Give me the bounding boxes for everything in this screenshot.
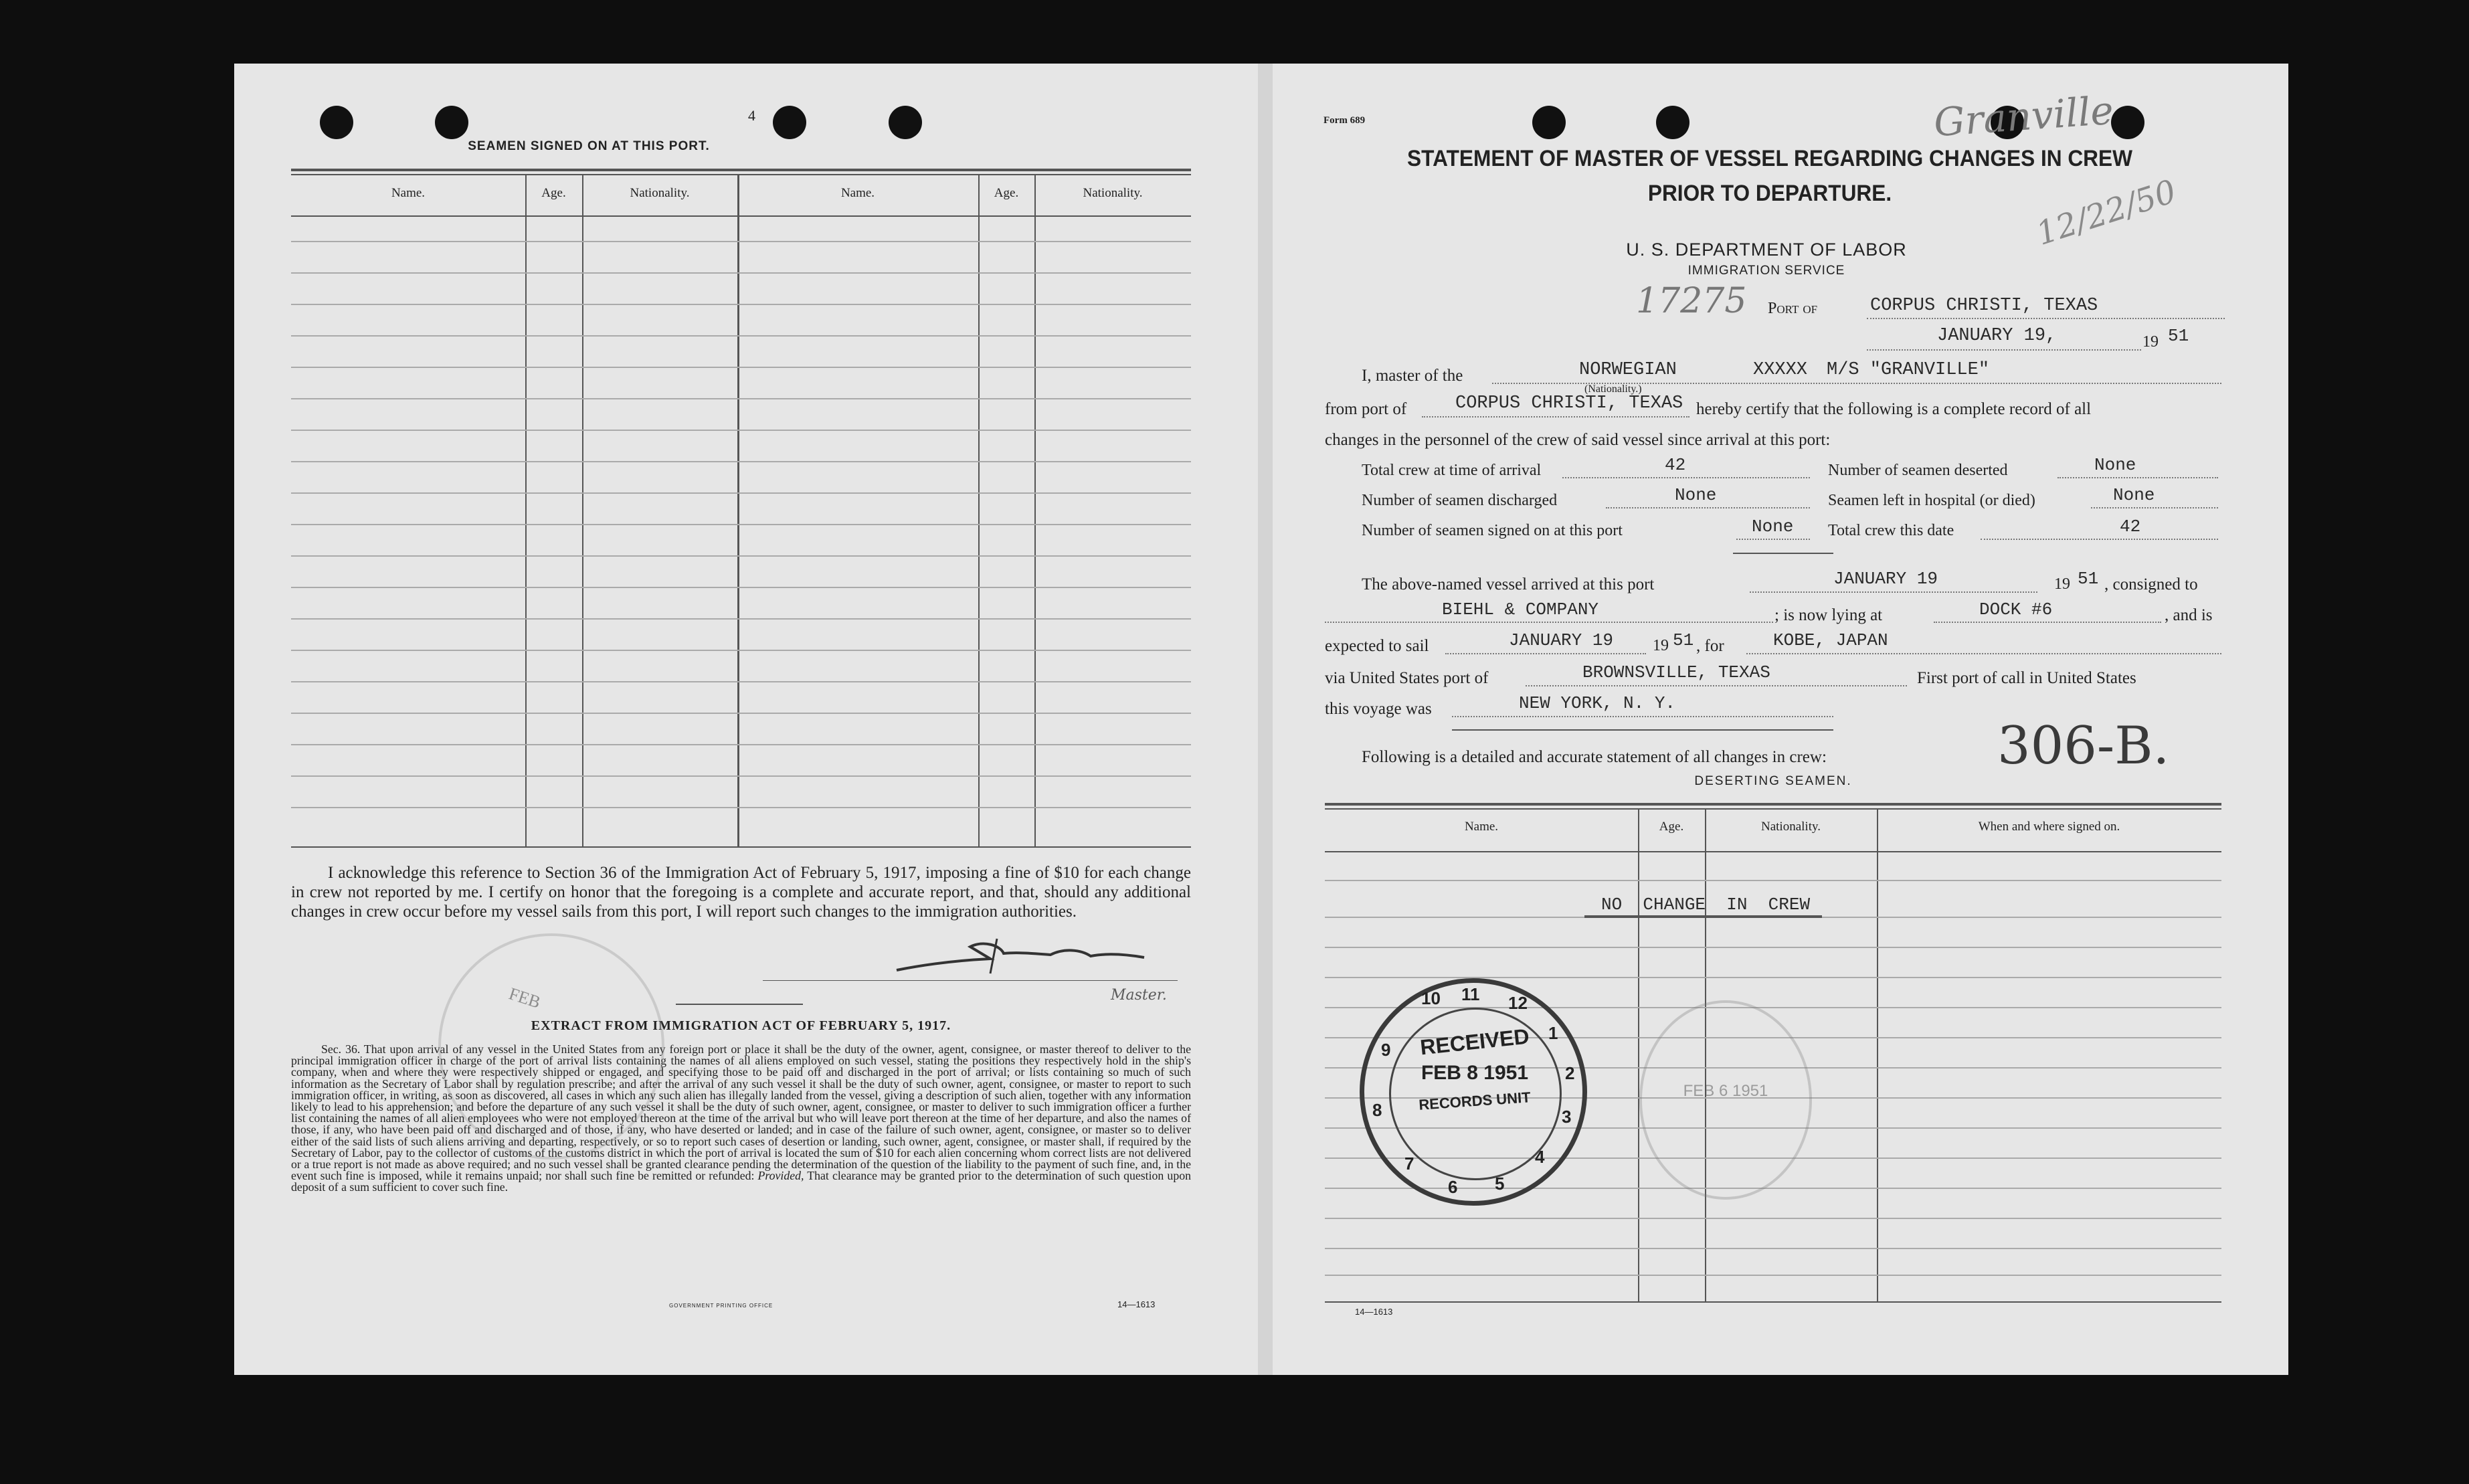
expected-label: expected to sail bbox=[1325, 637, 1429, 655]
extract-rule bbox=[676, 1004, 803, 1005]
left-table-top2 bbox=[291, 174, 1191, 175]
consignee: BIEHL & COMPANY bbox=[1442, 599, 1599, 620]
right-col-divider bbox=[1638, 808, 1639, 1301]
nationality-value: NORWEGIAN bbox=[1579, 360, 1677, 380]
left-col-divider bbox=[582, 174, 583, 846]
following-text: Following is a detailed and accurate statement of all changes in crew: bbox=[1362, 748, 1827, 766]
from-port-line bbox=[1422, 416, 1689, 418]
consigned-to-label: , consigned to bbox=[2104, 575, 2198, 593]
voyage-rule bbox=[1452, 729, 1833, 731]
printer-mark: GOVERNMENT PRINTING OFFICE bbox=[669, 1303, 773, 1309]
handwritten-code: 306-B. bbox=[1997, 716, 2170, 776]
right-table-top bbox=[1325, 803, 2221, 806]
stat-line bbox=[1606, 507, 1810, 508]
dock: DOCK #6 bbox=[1979, 599, 2053, 620]
section-text bbox=[291, 1044, 1191, 1194]
port-value: CORPUS CHRISTI, TEXAS bbox=[1870, 296, 2098, 316]
stat-line bbox=[1981, 539, 2218, 540]
left-table-bottom bbox=[291, 846, 1191, 848]
port-label: Port of bbox=[1768, 300, 1818, 317]
stamp-dial-number: 10 bbox=[1421, 988, 1441, 1008]
and-is-label: , and is bbox=[2165, 606, 2213, 624]
arrived-label: The above-named vessel arrived at this port bbox=[1362, 575, 1655, 593]
right-table-bottom bbox=[1325, 1301, 2221, 1303]
master-signature bbox=[890, 933, 1158, 984]
consignee-line bbox=[1325, 622, 1773, 623]
sail-line bbox=[1445, 653, 1646, 654]
punch-hole bbox=[889, 106, 922, 139]
from-port-value: CORPUS CHRISTI, TEXAS bbox=[1455, 393, 1683, 413]
stat-total-date-label: Total crew this date bbox=[1828, 522, 1954, 539]
stat-line bbox=[2091, 507, 2218, 508]
stamp-dial-number: 5 bbox=[1495, 1174, 1505, 1194]
from-port-label: from port of bbox=[1325, 400, 1407, 418]
stat-discharged-value: None bbox=[1675, 485, 1717, 505]
master-label: Master. bbox=[1111, 987, 1167, 1004]
stamp-unit-text: RECORDS UNIT bbox=[1418, 1089, 1532, 1113]
document-spine bbox=[1258, 64, 1273, 1375]
stat-hospital-value: None bbox=[2113, 485, 2155, 505]
punch-hole bbox=[320, 106, 353, 139]
right-form-code: 14—1613 bbox=[1355, 1307, 1393, 1317]
changes-text: changes in the personnel of the crew of said vessel since arrival at this port: bbox=[1325, 431, 1831, 449]
left-title: SEAMEN SIGNED ON AT THIS PORT. bbox=[468, 139, 710, 153]
no-change-underline bbox=[1584, 915, 1822, 918]
handwritten-number: 17275 bbox=[1636, 281, 1747, 321]
stat-total-date-value: 42 bbox=[2120, 517, 2141, 537]
right-col-header-signed-on: When and where signed on. bbox=[1978, 820, 2120, 834]
left-col-divider bbox=[525, 174, 527, 846]
sail-year: 51 bbox=[1673, 630, 1694, 650]
left-table-top bbox=[291, 169, 1191, 171]
stamp-dial-number: 12 bbox=[1508, 993, 1528, 1013]
acknowledgement-text: I acknowledge this reference to Section 36 of the Immigration Act of February 5, 1917, imposing a fine of $10 for each change in crew not reported by me. I certify on honor that the foregoing is a complete and accurate report, and that, should any additional changes in crew occur before my vessel sails from this port, I will report such changes to the immigration authorities. bbox=[291, 864, 1191, 921]
stat-signed-on-label: Number of seamen signed on at this port bbox=[1362, 522, 1623, 539]
left-col-divider bbox=[1034, 174, 1036, 846]
stat-discharged-label: Number of seamen discharged bbox=[1362, 492, 1558, 509]
form-title-line2: PRIOR TO DEPARTURE. bbox=[1647, 181, 1892, 206]
date-value: JANUARY 19, bbox=[1937, 326, 2057, 346]
arrived-line bbox=[1750, 591, 2037, 593]
punch-hole bbox=[773, 106, 806, 139]
nationality-caption: (Nationality.) bbox=[1584, 383, 1642, 395]
right-col-divider bbox=[1877, 808, 1878, 1301]
stamp-dial-number: 3 bbox=[1562, 1107, 1572, 1127]
right-table-top2 bbox=[1325, 808, 2221, 810]
left-col-header-nationality: Nationality. bbox=[1083, 186, 1143, 200]
left-form-code: 14—1613 bbox=[1117, 1299, 1156, 1309]
arrived-year-prefix: 19 bbox=[2054, 575, 2070, 593]
left-col-header-name: Name. bbox=[391, 186, 426, 200]
stamp-dial-number: 4 bbox=[1535, 1147, 1545, 1167]
stamp-dial-number: 8 bbox=[1372, 1100, 1382, 1120]
stat-signed-on-value: None bbox=[1752, 517, 1794, 537]
right-col-header-nationality: Nationality. bbox=[1761, 820, 1821, 834]
sail-year-prefix: 19 bbox=[1653, 637, 1669, 654]
first-port-line bbox=[1452, 716, 1833, 717]
form-number: Form 689 bbox=[1323, 115, 1366, 126]
for-label: , for bbox=[1696, 637, 1724, 655]
extract-title: EXTRACT FROM IMMIGRATION ACT OF FEBRUARY 5, 1917. bbox=[531, 1018, 951, 1033]
stamp-received-text: RECEIVED bbox=[1419, 1024, 1531, 1060]
right-header-bottom bbox=[1325, 851, 2221, 852]
stat-line bbox=[2058, 477, 2218, 478]
received-stamp bbox=[1360, 978, 1587, 1206]
struck-text: XXXXX bbox=[1753, 360, 1808, 380]
no-change-note: NO CHANGE IN CREW bbox=[1601, 895, 1811, 915]
destination-line bbox=[1746, 653, 2221, 654]
punch-hole bbox=[2111, 106, 2144, 139]
faint-received-stamp bbox=[438, 933, 664, 1160]
department-name: U. S. DEPARTMENT OF LABOR bbox=[1626, 240, 1907, 260]
stamp-dial-number: 7 bbox=[1404, 1153, 1414, 1174]
stamp-dial-number: 2 bbox=[1565, 1063, 1575, 1083]
left-header-bottom bbox=[291, 215, 1191, 217]
stat-total-arrival-label: Total crew at time of arrival bbox=[1362, 462, 1542, 479]
stat-total-arrival-value: 42 bbox=[1665, 455, 1686, 475]
first-port-value: NEW YORK, N. Y. bbox=[1519, 693, 1676, 713]
left-col-header-age: Age. bbox=[994, 186, 1019, 200]
date-line bbox=[1867, 349, 2141, 351]
faint-stamp-date: FEB 6 1951 bbox=[1683, 1082, 1768, 1100]
right-col-header-name: Name. bbox=[1464, 820, 1499, 834]
via-port: BROWNSVILLE, TEXAS bbox=[1582, 662, 1770, 682]
year-suffix: 51 bbox=[2168, 326, 2189, 346]
stat-line bbox=[1736, 539, 1810, 540]
form-title-line1: STATEMENT OF MASTER OF VESSEL REGARDING CHANGES IN CREW bbox=[1407, 146, 2132, 171]
stamp-date-text: FEB 8 1951 bbox=[1421, 1062, 1529, 1084]
faint-stamp-text: FEB bbox=[506, 984, 543, 1012]
page-number: 4 bbox=[748, 107, 755, 124]
stat-hospital-label: Seamen left in hospital (or died) bbox=[1828, 492, 2035, 509]
stamp-dial-number: 9 bbox=[1381, 1040, 1391, 1060]
left-col-divider bbox=[978, 174, 980, 846]
right-col-header-age: Age. bbox=[1659, 820, 1684, 834]
punch-hole bbox=[1532, 106, 1566, 139]
arrived-date: JANUARY 19 bbox=[1833, 569, 1938, 589]
faint-date-stamp bbox=[1639, 1000, 1812, 1200]
signature-line bbox=[763, 980, 1178, 981]
stat-deserted-label: Number of seamen deserted bbox=[1828, 462, 2008, 479]
first-port-label: First port of call in United States bbox=[1917, 669, 2136, 687]
left-col-header-age: Age. bbox=[541, 186, 566, 200]
left-col-header-name: Name. bbox=[840, 186, 875, 200]
proviso-text: That clearance may be granted prior to the determination of such question upon deposit of a sum sufficient to cover such fine. bbox=[291, 1169, 1191, 1194]
sail-date: JANUARY 19 bbox=[1509, 630, 1614, 650]
stat-line bbox=[1562, 477, 1810, 478]
stamp-dial-number: 6 bbox=[1448, 1177, 1458, 1197]
lying-at-label: ; is now lying at bbox=[1774, 606, 1883, 624]
dock-line bbox=[1934, 622, 2161, 623]
punch-hole bbox=[1656, 106, 1689, 139]
stats-rule bbox=[1733, 553, 1833, 554]
service-name: IMMIGRATION SERVICE bbox=[1687, 264, 1845, 278]
certify-text: hereby certify that the following is a complete record of all bbox=[1696, 400, 2092, 418]
vessel-name: M/S "GRANVILLE" bbox=[1827, 360, 1990, 380]
destination: KOBE, JAPAN bbox=[1773, 630, 1888, 650]
arrived-year: 51 bbox=[2078, 569, 2099, 589]
via-label: via United States port of bbox=[1325, 669, 1489, 687]
via-line bbox=[1526, 685, 1907, 686]
deserting-title: DESERTING SEAMEN. bbox=[1694, 774, 1852, 788]
stamp-dial-number: 1 bbox=[1548, 1023, 1558, 1043]
section-36-text: Sec. 36. That upon arrival of any vessel in the United States from any foreign port or place it shall be the duty of the owner, agent, consignee, or master thereof to deliver to the principal immigration officer in charge of the port of arrival lists containing the names of all aliens employed on such vessel, stating the positions they respectively hold in the ship's company, when and where they were respectively shipped or engaged, and specifying those to be paid off and discharged in the port of arrival; or lists containing so much of such information as the Secretary of Labor shall by regulation prescribe; and after the arrival of any such vessel it shall be the duty of such owner, agent, consignee, or master to report to such immigration officer, in writing, as soon as discovered, all cases in which any such alien has illegally landed from the vessel, giving a description of such alien, together with any information likely to lead to his apprehension; and before the departure of any such vessel it shall be the duty of such owner, agent, consignee, or master to deliver to such immigration officer a further list containing the names of all alien employees who were not employed thereon at the time of the arrival but who will leave port thereon at the time of her departure, and also the names of those, if any, who have been paid off and discharged and of those, if any, who have deserted or landed; and in case of the failure of such owner, agent, consignee, or master so to deliver either of the said lists of such aliens arriving and departing, respectively, or so to report such cases of desertion or landing, such owner, agent, consignee, or master shall, if required by the Secretary of Labor, pay to the collector of customs of the customs district in which the port of arrival is located the sum of $10 for each alien concerning whom correct lists are not delivered or a true report is not made as above required; and no such vessel shall be granted clearance pending the determination of the question of the liability to the payment of such fine, and, in the event such fine is imposed, while it remains unpaid; nor shall such fine be remitted or refunded: bbox=[291, 1042, 1191, 1183]
handwritten-vessel-name: Granville bbox=[1932, 87, 2115, 146]
left-col-divider bbox=[737, 174, 739, 846]
stat-deserted-value: None bbox=[2094, 455, 2136, 475]
punch-hole bbox=[435, 106, 468, 139]
port-line bbox=[1867, 318, 2225, 319]
proviso-word: Provided, bbox=[757, 1169, 804, 1183]
master-of-label: I, master of the bbox=[1362, 367, 1463, 385]
voyage-label: this voyage was bbox=[1325, 700, 1432, 718]
year-prefix: 19 bbox=[2142, 333, 2159, 351]
stamp-dial-number: 11 bbox=[1461, 984, 1480, 1004]
left-col-header-nationality: Nationality. bbox=[630, 186, 690, 200]
handwritten-date: 12/22/50 bbox=[2031, 173, 2181, 253]
